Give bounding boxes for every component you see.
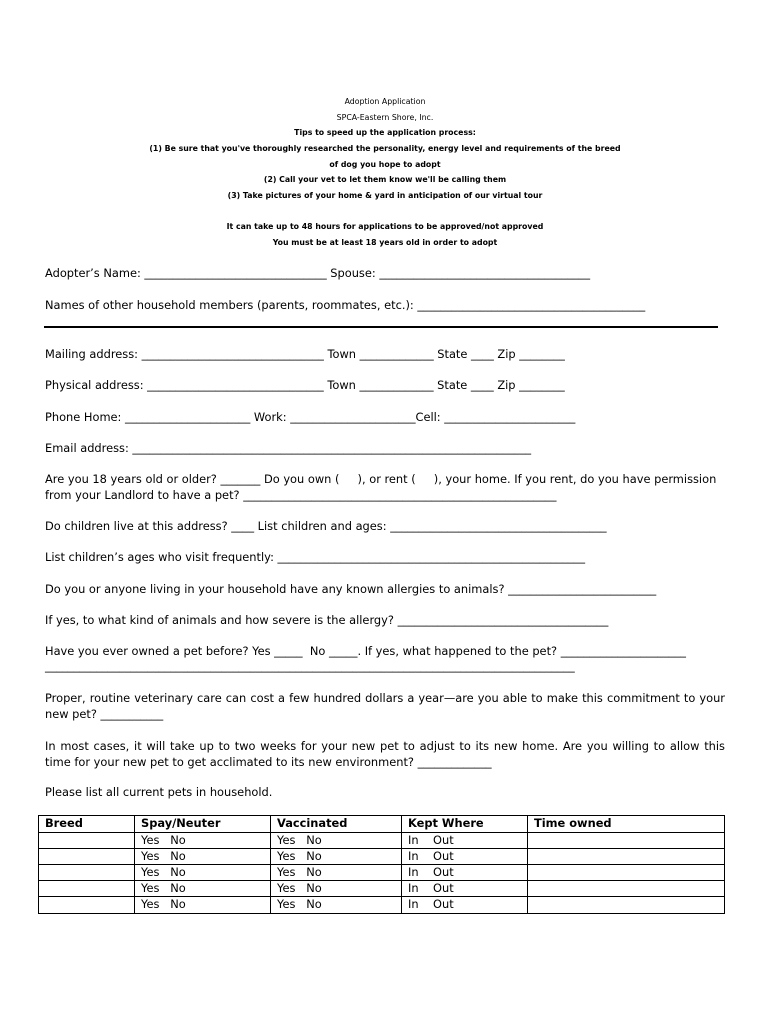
household-members-field[interactable]: Names of other household members (parents, roommates, etc.): ________________________________________ (45, 298, 646, 312)
approval-notice: It can take up to 48 hours for applications to be approved/not approved (226, 222, 544, 231)
adopter-name-field[interactable]: Adopter’s Name: ________________________________ Spouse: _____________________________________ (45, 266, 591, 280)
kept-where-cell[interactable]: In Out (402, 848, 528, 864)
kept-where-cell[interactable]: In Out (402, 864, 528, 880)
adjustment-question[interactable]: In most cases, it will take up to two weeks for your new pet to adjust to its new home. Are you willing to allow this time for your new pet to get acclimated to its new environment? _____________ (45, 739, 725, 769)
allergy-kind-field[interactable]: If yes, to what kind of animals and how severe is the allergy? _____________________________________ (45, 613, 609, 627)
phone-field[interactable]: Phone Home: ______________________ Work: ______________________Cell: _______________________ (45, 410, 576, 424)
table-row (39, 881, 725, 897)
age-notice: You must be at least 18 years old in order to adopt (272, 238, 498, 247)
time-owned-cell[interactable] (528, 848, 725, 864)
vaccinated-cell[interactable]: Yes No (271, 864, 402, 880)
owned-pet-continuation-line[interactable]: _____________________________________________________________________________________________ (45, 659, 575, 673)
table-row (39, 848, 725, 864)
physical-address-field[interactable]: Physical address: _______________________________ Town _____________ State ____ Zip ________ (45, 378, 565, 392)
owned-pet-before-field[interactable]: Have you ever owned a pet before? Yes _____ No _____. If yes, what happened to the pet? ______________________ (45, 644, 686, 658)
kept-where-cell[interactable]: In Out (402, 881, 528, 897)
landlord-permission-field[interactable]: from your Landlord to have a pet? _______________________________________________________ (45, 488, 557, 502)
pets-intro: Please list all current pets in household. (45, 785, 273, 799)
tip-1-line-1: (1) Be sure that you've thoroughly researched the personality, energy level and requirements of the breed (149, 144, 621, 153)
table-row (39, 897, 725, 913)
allergies-field[interactable]: Do you or anyone living in your household have any known allergies to animals? __________________________ (45, 582, 657, 596)
breed-cell[interactable] (39, 881, 135, 897)
table-row (39, 832, 725, 848)
table-row (39, 864, 725, 880)
vaccinated-cell[interactable]: Yes No (271, 897, 402, 913)
form-title: Adoption Application (344, 97, 426, 106)
vaccinated-cell[interactable]: Yes No (271, 881, 402, 897)
vaccinated-cell[interactable]: Yes No (271, 832, 402, 848)
kept-where-cell[interactable]: In Out (402, 832, 528, 848)
spay-neuter-cell[interactable]: Yes No (135, 881, 271, 897)
time-owned-cell[interactable] (528, 832, 725, 848)
current-pets-table (38, 815, 725, 914)
age-ownership-field[interactable]: Are you 18 years old or older? _______ Do you own ( ), or rent ( ), your home. If you rent, do you have permission (45, 472, 717, 486)
breed-cell[interactable] (39, 832, 135, 848)
breed-cell[interactable] (39, 848, 135, 864)
column-header-kept-where: Kept Where (402, 816, 528, 833)
organization-name: SPCA-Eastern Shore, Inc. (336, 113, 434, 122)
vaccinated-cell[interactable]: Yes No (271, 848, 402, 864)
tip-2: (2) Call your vet to let them know we'll be calling them (263, 175, 507, 184)
column-header-breed: Breed (39, 816, 135, 833)
breed-cell[interactable] (39, 897, 135, 913)
children-visit-field[interactable]: List children’s ages who visit frequently: ______________________________________________________ (45, 550, 586, 564)
column-header-spay-neuter: Spay/Neuter (135, 816, 271, 833)
tip-1-line-2: of dog you hope to adopt (329, 160, 441, 169)
vet-care-question[interactable]: Proper, routine veterinary care can cost a few hundred dollars a year—are you able to make this commitment to your new pet? ___________ (45, 691, 725, 721)
column-header-time-owned: Time owned (528, 816, 725, 833)
table-header-row (39, 816, 725, 833)
kept-where-cell[interactable]: In Out (402, 897, 528, 913)
breed-cell[interactable] (39, 864, 135, 880)
tips-heading: Tips to speed up the application process: (294, 128, 476, 137)
time-owned-cell[interactable] (528, 881, 725, 897)
spay-neuter-cell[interactable]: Yes No (135, 832, 271, 848)
mailing-address-field[interactable]: Mailing address: ________________________________ Town _____________ State ____ Zip ________ (45, 347, 565, 361)
section-divider (44, 326, 718, 328)
spay-neuter-cell[interactable]: Yes No (135, 848, 271, 864)
column-header-vaccinated: Vaccinated (271, 816, 402, 833)
tip-3: (3) Take pictures of your home & yard in anticipation of our virtual tour (227, 191, 543, 200)
children-field[interactable]: Do children live at this address? ____ List children and ages: ______________________________________ (45, 519, 607, 533)
spay-neuter-cell[interactable]: Yes No (135, 897, 271, 913)
email-field[interactable]: Email address: ______________________________________________________________________ (45, 441, 532, 455)
time-owned-cell[interactable] (528, 864, 725, 880)
spay-neuter-cell[interactable]: Yes No (135, 864, 271, 880)
time-owned-cell[interactable] (528, 897, 725, 913)
